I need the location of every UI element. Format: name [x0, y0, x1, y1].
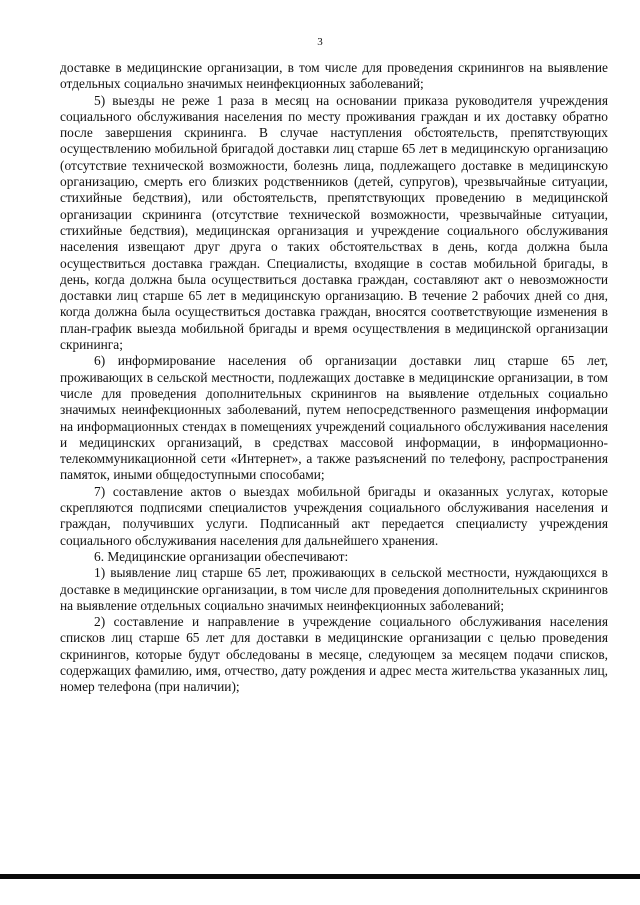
paragraph-item-5-trips: 5) выезды не реже 1 раза в месяц на основании приказа руководителя учреждения социального обслуживания населения по месту проживания граждан и их доставку обратно после завершения скрининга. В случае наступления обстоятельств, препятствующих осуществлению мобильной бригадой доставки лиц старше 65 лет в медицинскую организацию (отсутствие технической возможности, болезнь лица, подлежащего доставке в медицинскую организацию, смерть его близких родственников (детей, супругов), чрезвычайные ситуации, стихийные бедствия), или обстоятельств, препятствующих проведению в медицинской организации скрининга (отсутствие технической возможности, чрезвычайные ситуации, стихийные бедствия), медицинская организация и учреждение социального обслуживания населения извещают друг друга о таких обстоятельствах в день, когда должна была осуществиться доставка граждан. Специалисты, входящие в состав мобильной бригады, в день, когда должна была осуществиться доставка граждан, составляют акт о невозможности доставки лиц старше 65 лет в медицинскую организацию. В течение 2 рабочих дней со дня, когда должна была осуществиться доставка граждан, вносятся соответствующие изменения в план-график выезда мобильной бригады и время осуществления в медицинской организации скрининга; — [60, 92, 608, 353]
paragraph-item-6-informing: 6) информирование населения об организации доставки лиц старше 65 лет, проживающих в сельской местности, подлежащих доставке в медицинские организации, в том числе для проведения дополнительных скринингов на выявление отдельных социально значимых неинфекционных заболеваний, путем непосредственного размещения информации на информационных стендах в помещениях учреждений социального обслуживания населения и медицинских организаций, в средствах массовой информации, в информационно-телекоммуникационной сети «Интернет», а также разъяснений по телефону, распространения памяток, иными общедоступными способами; — [60, 353, 608, 483]
paragraph-item-2-lists: 2) составление и направление в учреждение социального обслуживания населения списков лиц старше 65 лет для доставки в медицинские организации с целью проведения скринингов, которые будут обследованы в месяце, следующем за месяцем подачи списков, содержащих фамилию, имя, отчество, дату рождения и адрес места жительства указанных лиц, номер телефона (при наличии); — [60, 614, 608, 695]
paragraph-item-1-identification: 1) выявление лиц старше 65 лет, проживающих в сельской местности, нуждающихся в доставке в медицинские организации, в том числе для проведения дополнительных скринингов на выявление отдельных социально значимых неинфекционных заболеваний; — [60, 565, 608, 613]
document-body — [60, 60, 608, 696]
paragraph-item-7-acts: 7) составление актов о выездах мобильной бригады и оказанных услугах, которые скрепляются подписями специалистов учреждения социального обслуживания населения и граждан, получивших услуги. Подписанный акт передается специалисту учреждения социального обслуживания населения для дальнейшего хранения. — [60, 483, 608, 548]
scan-edge-bar — [0, 874, 640, 879]
page-number: 3 — [317, 36, 323, 48]
section-heading-medical-organizations: 6. Медицинские организации обеспечивают: — [94, 548, 349, 564]
paragraph-continuation: доставке в медицинские организации, в том числе для проведения скринингов на выявление отдельных социально значимых неинфекционных заболеваний; — [60, 60, 608, 92]
